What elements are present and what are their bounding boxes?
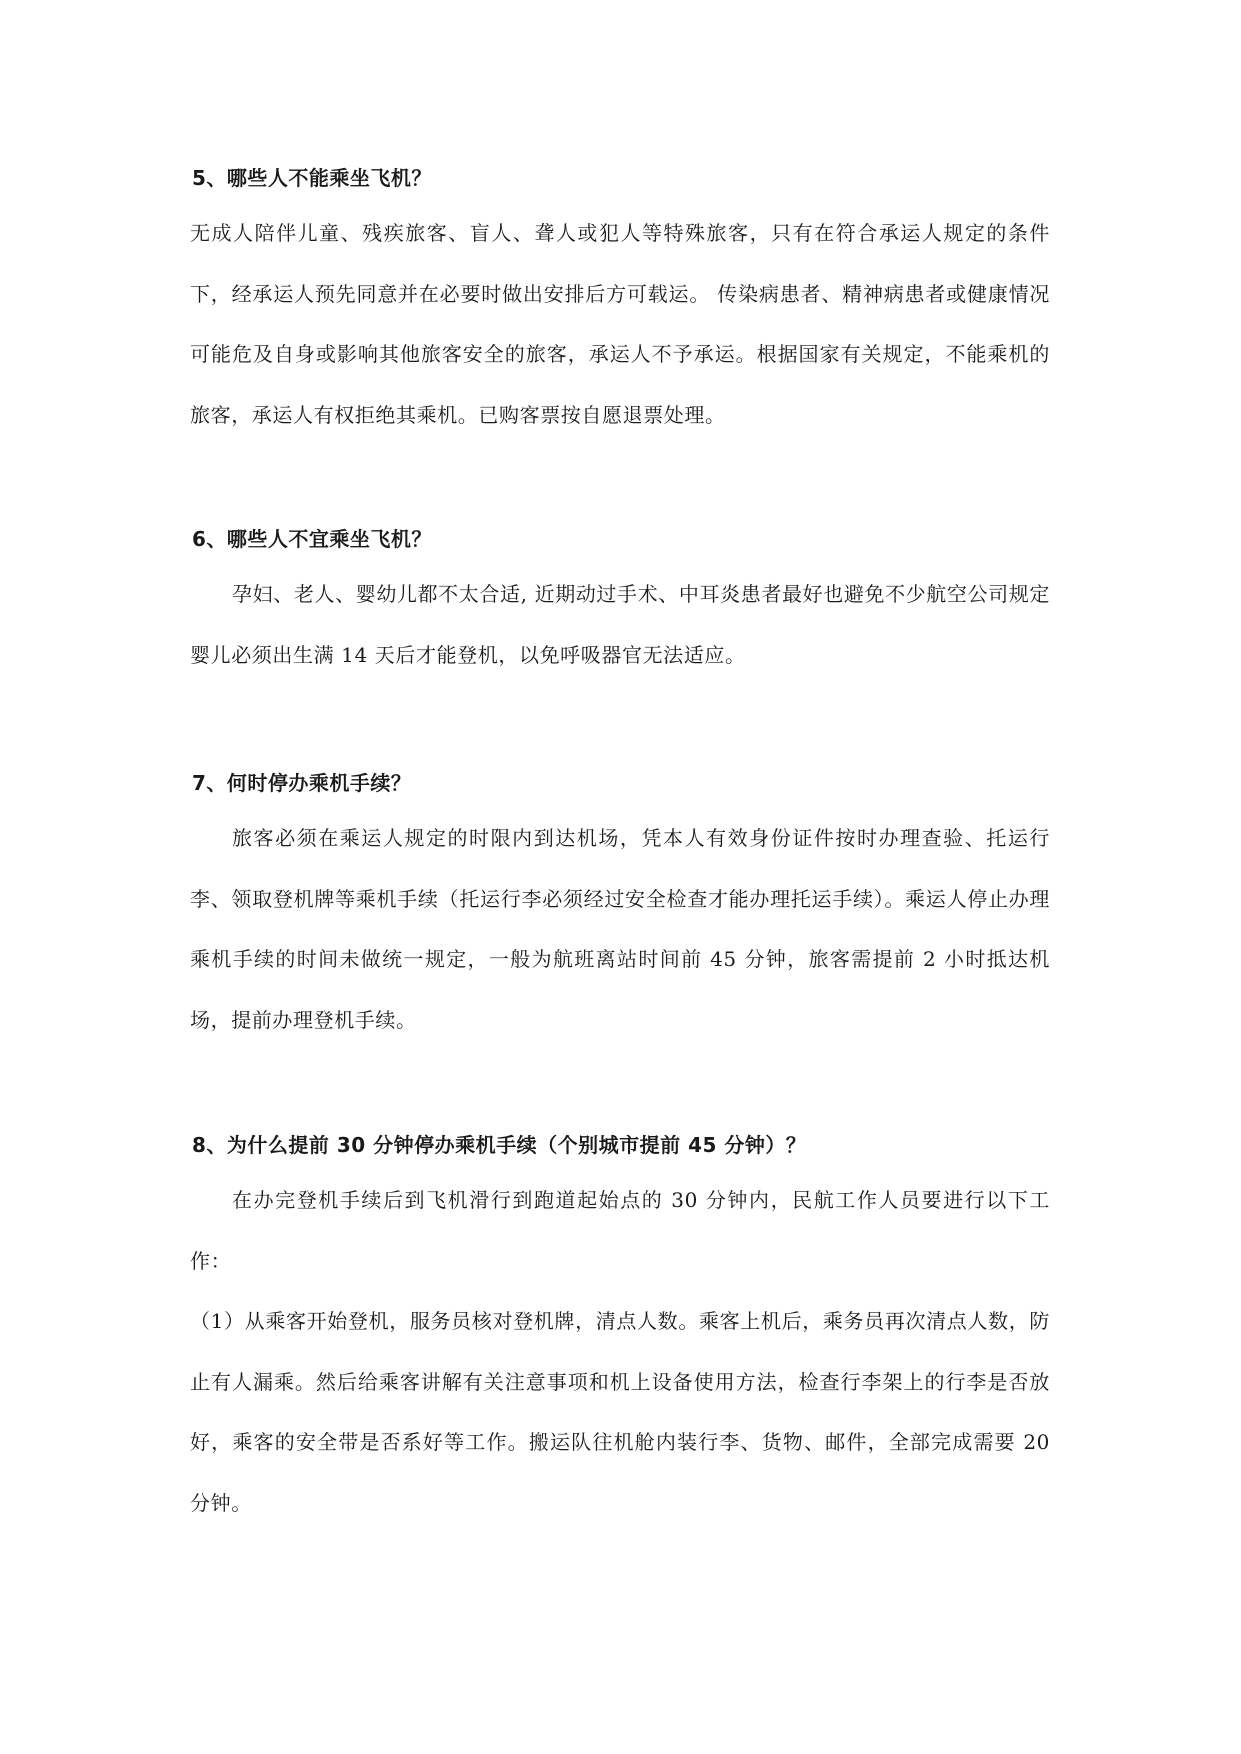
section-paragraph: 在办完登机手续后到飞机滑行到跑道起始点的 30 分钟内，民航工作人员要进行以下工作： — [190, 1188, 1050, 1273]
section-6 — [190, 524, 1050, 685]
section-paragraph: 孕妇、老人、婴幼儿都不太合适, 近期动过手术、中耳炎患者最好也避免不少航空公司规定婴儿必须出生满 14 天后才能登机，以免呼吸器官无法适应。 — [190, 582, 1050, 667]
section-5 — [190, 163, 1050, 445]
section-heading: 5、哪些人不能乘坐飞机？ — [192, 166, 432, 190]
list-item-paragraph: （1）从乘客开始登机，服务员核对登机牌，清点人数。乘客上机后，乘务员再次清点人数，防止有人漏乘。然后给乘客讲解有关注意事项和机上设备使用方法，检查行李架上的行李是否放好，乘客的安全带是否系好等工作。搬运队往机舱内装行李、货物、邮件，全部完成需要 20 分钟。 — [190, 1309, 1050, 1515]
section-8 — [190, 1130, 1050, 1533]
section-7 — [190, 768, 1050, 1050]
section-paragraph: 无成人陪伴儿童、残疾旅客、盲人、聋人或犯人等特殊旅客，只有在符合承运人规定的条件下，经承运人预先同意并在必要时做出安排后方可载运。 传染病患者、精神病患者或健康情况可能危及自身或影响其他旅客安全的旅客，承运人不予承运。根据国家有关规定，不能乘机的旅客，承运人有权拒绝其乘机。已购客票按自愿退票处理。 — [190, 221, 1050, 427]
section-heading: 8、为什么提前 30 分钟停办乘机手续（个别城市提前 45 分钟）？ — [192, 1133, 807, 1157]
section-paragraph: 旅客必须在乘运人规定的时限内到达机场，凭本人有效身份证件按时办理查验、托运行李、领取登机牌等乘机手续（托运行李必须经过安全检查才能办理托运手续）。乘运人停止办理乘机手续的时间未做统一规定，一般为航班离站时间前 45 分钟，旅客需提前 2 小时抵达机场，提前办理登机手续。 — [190, 826, 1050, 1032]
section-heading: 6、哪些人不宜乘坐飞机？ — [192, 527, 432, 551]
section-heading: 7、何时停办乘机手续？ — [192, 771, 412, 795]
